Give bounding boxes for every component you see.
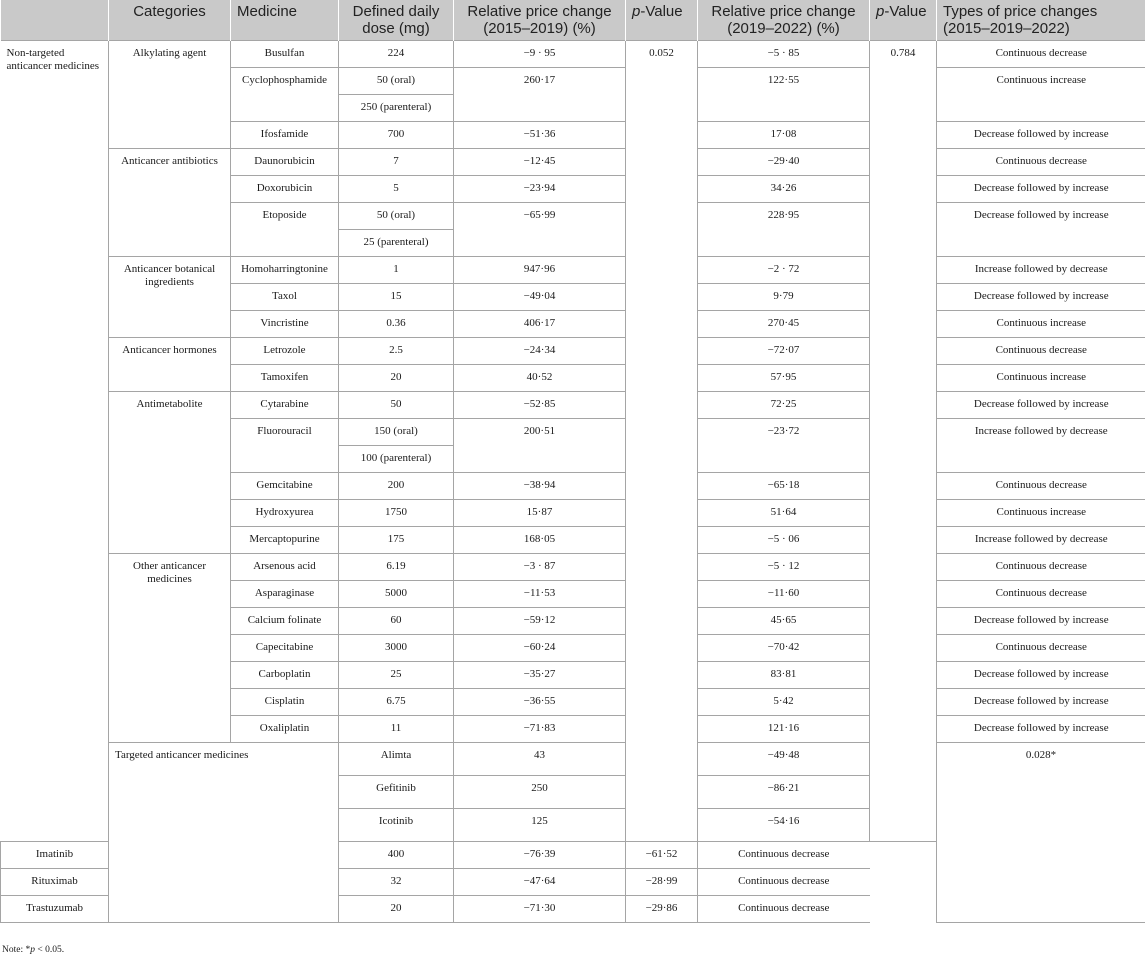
rpc-2019-2022: 228·95: [698, 203, 870, 257]
medicine-name: Gemcitabine: [231, 473, 339, 500]
p-value-label: -Value: [640, 3, 683, 20]
medicine-name: Vincristine: [231, 311, 339, 338]
dose: 150 (oral): [339, 419, 454, 446]
rpc-2019-2022: 51·64: [698, 500, 870, 527]
p-italic: p: [632, 3, 641, 20]
medicine-name: Alimta: [339, 743, 454, 776]
header-defined-daily-dose: Defined daily dose (mg): [339, 0, 454, 41]
dose: 200: [339, 473, 454, 500]
rpc-2015-2019: 947·96: [454, 257, 626, 284]
dose: 25 (parenteral): [339, 230, 454, 257]
group-label: Targeted anticancer medicines: [109, 743, 339, 923]
header-types-of-price-changes: Types of price changes (2015–2019–2022): [937, 0, 1145, 41]
rpc-2015-2019: −76·39: [454, 842, 626, 869]
rpc-2015-2019: −36·55: [454, 689, 626, 716]
header-relative-price-change-2015-2019: Relative price change (2015–2019) (%): [454, 0, 626, 41]
table-note: [2, 944, 64, 956]
medicine-name: Fluorouracil: [231, 419, 339, 473]
rpc-2015-2019: −71·30: [454, 896, 626, 923]
rpc-2015-2019: −59·12: [454, 608, 626, 635]
rpc-2015-2019: −52·85: [454, 392, 626, 419]
rpc-2019-2022: 34·26: [698, 176, 870, 203]
dose: 224: [339, 41, 454, 68]
rpc-2019-2022: −23·72: [698, 419, 870, 473]
rpc-2015-2019: −24·34: [454, 338, 626, 365]
medicine-name: Imatinib: [1, 842, 109, 869]
rpc-2015-2019: 406·17: [454, 311, 626, 338]
dose: 3000: [339, 635, 454, 662]
category-label: Anticancer hormones: [109, 338, 231, 392]
p-value: 0.784: [870, 41, 937, 842]
medicine-name: Homoharringtonine: [231, 257, 339, 284]
change-type: Continuous decrease: [698, 869, 870, 896]
change-type: Continuous decrease: [698, 842, 870, 869]
category-label: Antimetabolite: [109, 392, 231, 554]
rpc-2015-2019: 15·87: [454, 500, 626, 527]
dose: 32: [339, 869, 454, 896]
rpc-2015-2019: −49·48: [698, 743, 870, 776]
rpc-2015-2019: −9 · 95: [454, 41, 626, 68]
change-type: Decrease followed by increase: [937, 716, 1145, 743]
change-type: Continuous increase: [937, 68, 1145, 122]
rpc-2015-2019: −71·83: [454, 716, 626, 743]
change-type: Decrease followed by increase: [937, 122, 1145, 149]
header-medicine: Medicine: [231, 0, 339, 41]
rpc-2015-2019: −47·64: [454, 869, 626, 896]
dose: 1: [339, 257, 454, 284]
dose: 0.36: [339, 311, 454, 338]
rpc-2019-2022: −29·86: [626, 896, 698, 923]
dose: 6.75: [339, 689, 454, 716]
note-prefix: Note: *: [2, 945, 31, 955]
table-row: [1, 743, 1145, 776]
change-type: Decrease followed by increase: [937, 662, 1145, 689]
rpc-2015-2019: −86·21: [698, 776, 870, 809]
p-value: 0.052: [626, 41, 698, 842]
rpc-2019-2022: −5 · 06: [698, 527, 870, 554]
dose: 11: [339, 716, 454, 743]
rpc-2015-2019: −11·53: [454, 581, 626, 608]
medicine-name: Icotinib: [339, 809, 454, 842]
change-type: Decrease followed by increase: [937, 689, 1145, 716]
change-type: Continuous increase: [937, 311, 1145, 338]
rpc-2019-2022: −5 · 85: [698, 41, 870, 68]
medicine-name: Calcium folinate: [231, 608, 339, 635]
rpc-2015-2019: −65·99: [454, 203, 626, 257]
change-type: Continuous decrease: [937, 338, 1145, 365]
medicine-name: Arsenous acid: [231, 554, 339, 581]
header-relative-price-change-2019-2022: Relative price change (2019–2022) (%): [698, 0, 870, 41]
dose: 125: [454, 809, 626, 842]
dose: 50 (oral): [339, 203, 454, 230]
change-type: Increase followed by decrease: [937, 527, 1145, 554]
medicine-name: Taxol: [231, 284, 339, 311]
rpc-2019-2022: −5 · 12: [698, 554, 870, 581]
change-type: Decrease followed by increase: [937, 203, 1145, 257]
p-italic: p: [876, 3, 885, 20]
rpc-2015-2019: −35·27: [454, 662, 626, 689]
dose: 50: [339, 392, 454, 419]
dose: 6.19: [339, 554, 454, 581]
table-row: [1, 554, 1145, 581]
table-row: [1, 149, 1145, 176]
dose: 60: [339, 608, 454, 635]
rpc-2019-2022: 122·55: [698, 68, 870, 122]
change-type: Continuous increase: [937, 365, 1145, 392]
dose: 250 (parenteral): [339, 95, 454, 122]
dose: 100 (parenteral): [339, 446, 454, 473]
note-p-italic: p: [30, 945, 35, 955]
dose: 15: [339, 284, 454, 311]
medicine-name: Daunorubicin: [231, 149, 339, 176]
rpc-2015-2019: 40·52: [454, 365, 626, 392]
note-suffix: < 0.05.: [34, 945, 65, 955]
medicine-name: Gefitinib: [339, 776, 454, 809]
rpc-2019-2022: −61·52: [626, 842, 698, 869]
rpc-2019-2022: −72·07: [698, 338, 870, 365]
dose: 20: [339, 365, 454, 392]
header-p-value-1: [626, 0, 698, 41]
dose: 20: [339, 896, 454, 923]
change-type: Continuous decrease: [698, 896, 870, 923]
rpc-2019-2022: 5·42: [698, 689, 870, 716]
dose: 1750: [339, 500, 454, 527]
medicine-name: Cisplatin: [231, 689, 339, 716]
change-type: Continuous decrease: [937, 473, 1145, 500]
medicine-name: Cytarabine: [231, 392, 339, 419]
dose: 5: [339, 176, 454, 203]
table-row: [1, 392, 1145, 419]
p-value: 0.028*: [937, 743, 1145, 923]
medicine-name: Ifosfamide: [231, 122, 339, 149]
rpc-2015-2019: −51·36: [454, 122, 626, 149]
medicine-name: Rituximab: [1, 869, 109, 896]
header-row: [1, 0, 1145, 41]
rpc-2015-2019: −38·94: [454, 473, 626, 500]
medicine-name: Trastuzumab: [1, 896, 109, 923]
change-type: Continuous decrease: [937, 581, 1145, 608]
change-type: Decrease followed by increase: [937, 284, 1145, 311]
group-label: Non-targeted anticancer medicines: [1, 41, 109, 842]
dose: 25: [339, 662, 454, 689]
medicine-name: Cyclophosphamide: [231, 68, 339, 122]
medicine-name: Carboplatin: [231, 662, 339, 689]
dose: 50 (oral): [339, 68, 454, 95]
category-label: Anticancer antibiotics: [109, 149, 231, 257]
category-label: Alkylating agent: [109, 41, 231, 149]
medicine-name: Etoposide: [231, 203, 339, 257]
dose: 175: [339, 527, 454, 554]
medicine-name: Busulfan: [231, 41, 339, 68]
dose: 43: [454, 743, 626, 776]
rpc-2019-2022: 121·16: [698, 716, 870, 743]
rpc-2015-2019: −49·04: [454, 284, 626, 311]
rpc-2019-2022: 72·25: [698, 392, 870, 419]
rpc-2019-2022: 270·45: [698, 311, 870, 338]
dose: 2.5: [339, 338, 454, 365]
category-label: Other anticancer medicines: [109, 554, 231, 743]
medicine-name: Tamoxifen: [231, 365, 339, 392]
rpc-2015-2019: 260·17: [454, 68, 626, 122]
table-row: [1, 338, 1145, 365]
rpc-2019-2022: 45·65: [698, 608, 870, 635]
medicine-name: Letrozole: [231, 338, 339, 365]
medicine-name: Oxaliplatin: [231, 716, 339, 743]
rpc-2019-2022: −70·42: [698, 635, 870, 662]
dose: 7: [339, 149, 454, 176]
rpc-2015-2019: −23·94: [454, 176, 626, 203]
rpc-2019-2022: −28·99: [626, 869, 698, 896]
rpc-2019-2022: 83·81: [698, 662, 870, 689]
change-type: Decrease followed by increase: [937, 176, 1145, 203]
header-p-value-2: [870, 0, 937, 41]
rpc-2015-2019: −12·45: [454, 149, 626, 176]
header-categories: Categories: [109, 0, 231, 41]
rpc-2015-2019: −3 · 87: [454, 554, 626, 581]
rpc-2019-2022: −29·40: [698, 149, 870, 176]
table-row: [1, 41, 1145, 68]
dose: 5000: [339, 581, 454, 608]
medicine-name: Mercaptopurine: [231, 527, 339, 554]
rpc-2019-2022: 9·79: [698, 284, 870, 311]
dose: 700: [339, 122, 454, 149]
rpc-2019-2022: −11·60: [698, 581, 870, 608]
dose: 250: [454, 776, 626, 809]
medicine-name: Asparaginase: [231, 581, 339, 608]
rpc-2015-2019: −60·24: [454, 635, 626, 662]
p-value-label: -Value: [884, 3, 927, 20]
rpc-2015-2019: 200·51: [454, 419, 626, 473]
change-type: Increase followed by decrease: [937, 257, 1145, 284]
change-type: Continuous decrease: [937, 635, 1145, 662]
table-row: [1, 257, 1145, 284]
rpc-2019-2022: −2 · 72: [698, 257, 870, 284]
change-type: Increase followed by decrease: [937, 419, 1145, 473]
medicine-name: Hydroxyurea: [231, 500, 339, 527]
change-type: Continuous decrease: [937, 41, 1145, 68]
medicine-name: Doxorubicin: [231, 176, 339, 203]
change-type: Decrease followed by increase: [937, 608, 1145, 635]
change-type: Continuous increase: [937, 500, 1145, 527]
rpc-2015-2019: 168·05: [454, 527, 626, 554]
rpc-2019-2022: 57·95: [698, 365, 870, 392]
medicine-name: Capecitabine: [231, 635, 339, 662]
change-type: Decrease followed by increase: [937, 392, 1145, 419]
change-type: Continuous decrease: [937, 554, 1145, 581]
change-type: Continuous decrease: [937, 149, 1145, 176]
rpc-2015-2019: −54·16: [698, 809, 870, 842]
rpc-2019-2022: −65·18: [698, 473, 870, 500]
rpc-2019-2022: 17·08: [698, 122, 870, 149]
dose: 400: [339, 842, 454, 869]
header-empty: [1, 0, 109, 41]
category-label: Anticancer botanical ingredients: [109, 257, 231, 338]
